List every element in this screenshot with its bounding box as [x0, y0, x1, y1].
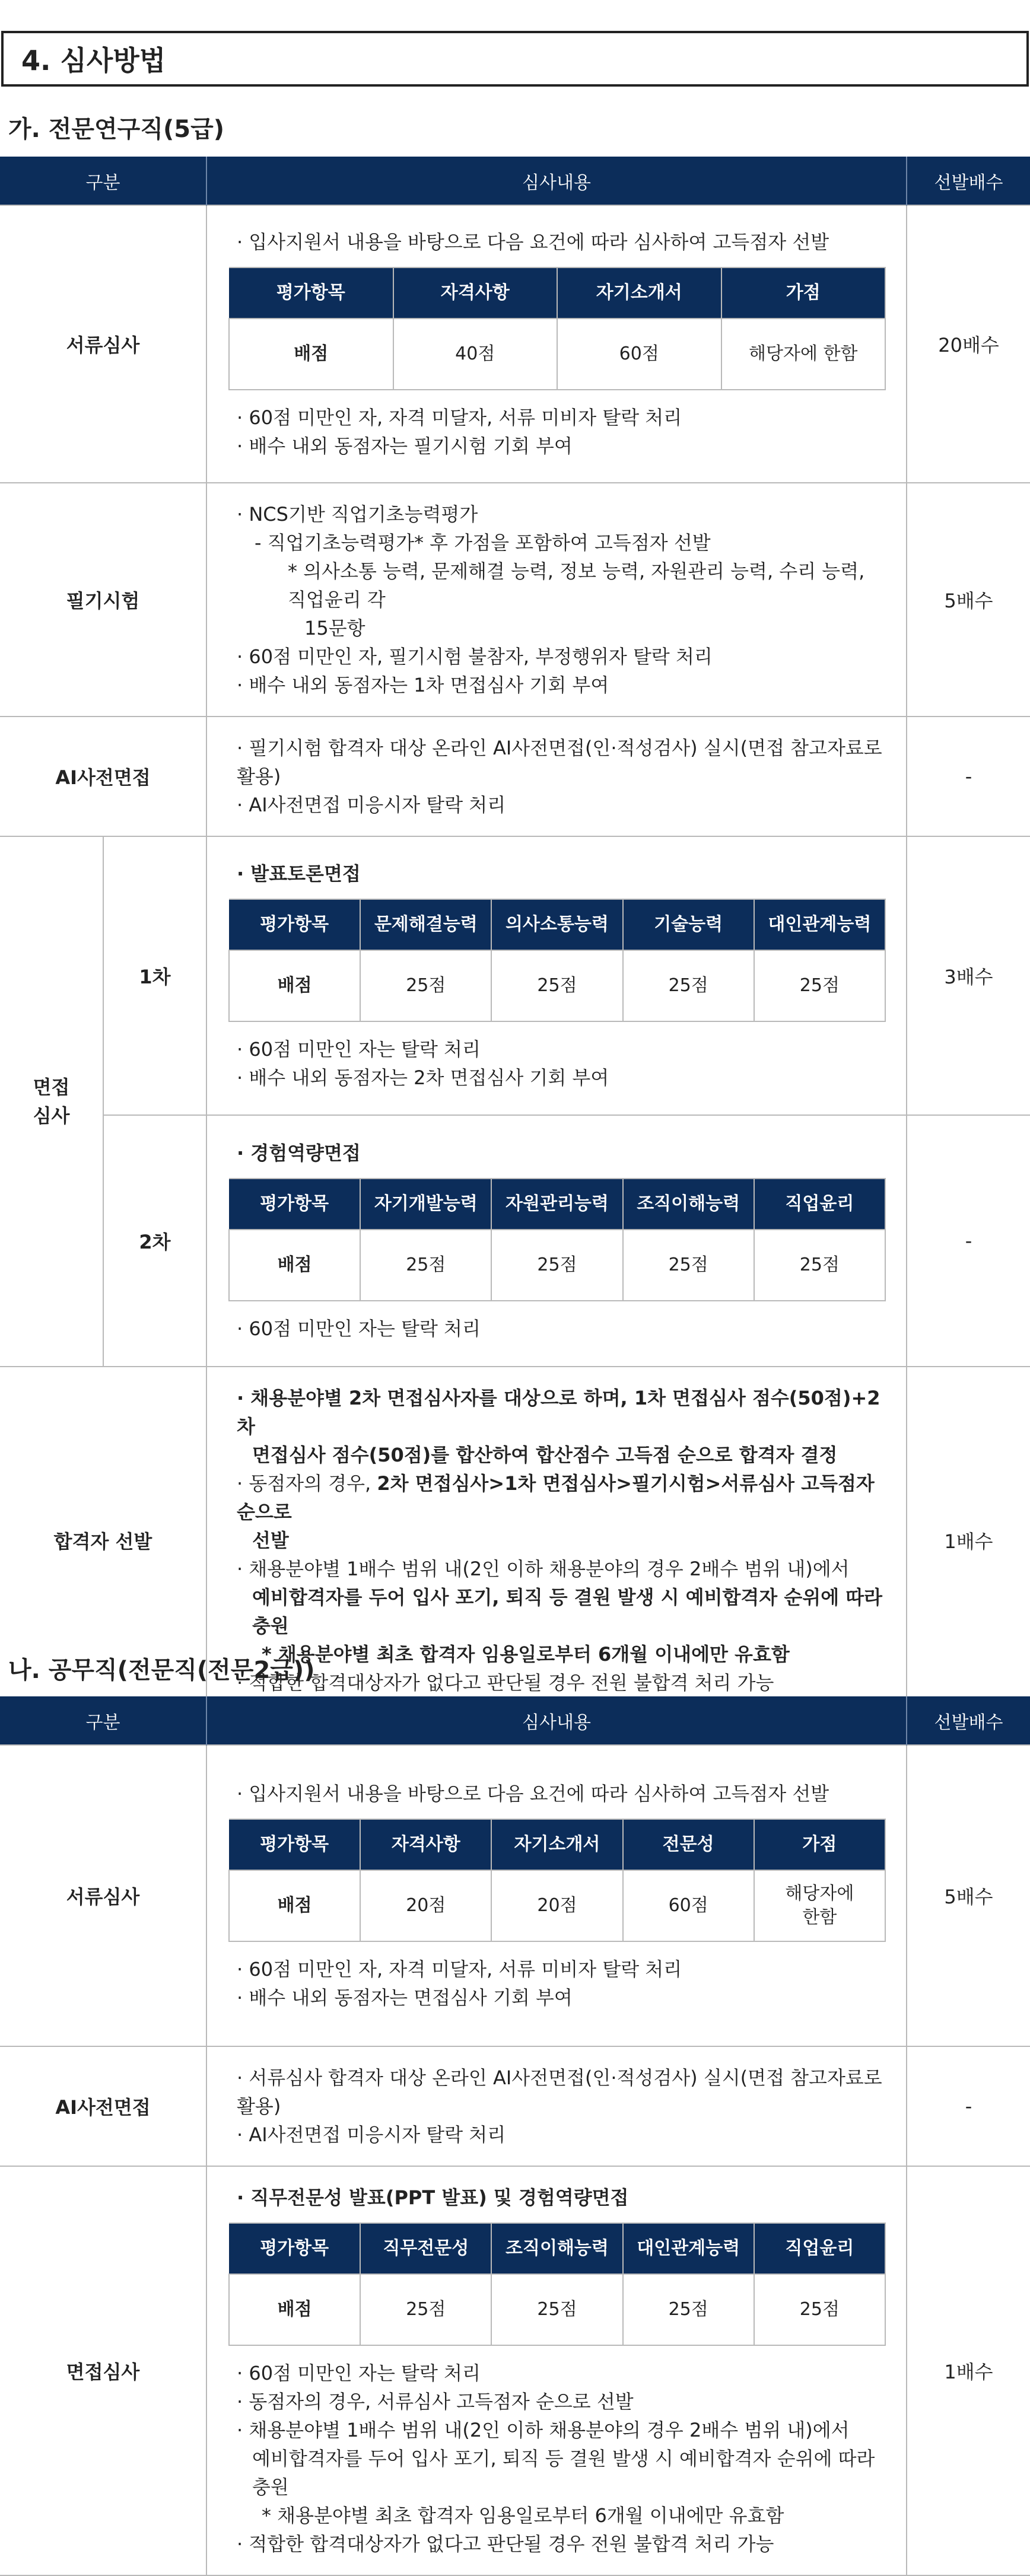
score-cell: 25점 — [754, 950, 885, 1021]
header-ratio: 선발배수 — [907, 1696, 1030, 1745]
content-line: 예비합격자를 두어 입사 포기, 퇴직 등 결원 발생 시 예비합격자 순위에 따라 충원 — [252, 1586, 883, 1637]
score-header: 전문성 — [623, 1819, 754, 1870]
content-line: · 배수 내외 동점자는 1차 면접심사 기회 부여 — [237, 674, 609, 696]
row-ratio: 20배수 — [907, 205, 1030, 483]
row-interview-first — [0, 836, 1030, 1115]
score-cell: 배점 — [229, 1230, 360, 1301]
intro-text: · 입사지원서 내용을 바탕으로 다음 요건에 따라 심사하여 고득점자 선발 — [237, 1782, 829, 1805]
row-interview-second — [0, 1115, 1030, 1367]
score-cell: 25점 — [623, 2274, 754, 2345]
subsection-heading-b: 나. 공무직(전문직(전문2급)) — [8, 1657, 315, 1684]
content-line: 면접심사 점수(50점)를 합산하여 합산점수 고득점 순으로 합격자 결정 — [252, 1444, 838, 1466]
score-header: 자격사항 — [393, 268, 558, 319]
content-line: · NCS기반 직업기초능력평가 — [237, 503, 478, 526]
row-document — [0, 1745, 1030, 2046]
header-category: 구분 — [0, 157, 206, 205]
row-label: 서류심사 — [0, 1745, 206, 2046]
score-header: 평가항목 — [229, 1819, 360, 1870]
row-written — [0, 483, 1030, 717]
score-header: 대인관계능력 — [623, 2223, 754, 2274]
note-text: · 배수 내외 동점자는 면접심사 기회 부여 — [237, 1986, 573, 2009]
content-line: · AI사전면접 미응시자 탈락 처리 — [237, 2123, 506, 2146]
intro-text: · 입사지원서 내용을 바탕으로 다음 요건에 따라 심사하여 고득점자 선발 — [237, 231, 829, 253]
header-ratio: 선발배수 — [907, 157, 1030, 205]
header-category: 구분 — [0, 1696, 206, 1745]
score-cell: 25점 — [623, 1230, 754, 1301]
row-ratio: 3배수 — [907, 836, 1030, 1115]
score-header: 대인관계능력 — [754, 899, 885, 950]
table-header-row — [0, 157, 1030, 205]
content-line: · 적합한 합격대상자가 없다고 판단될 경우 전원 불합격 처리 가능 — [237, 1671, 774, 1694]
score-header: 평가항목 — [229, 2223, 360, 2274]
score-cell: 25점 — [491, 1230, 622, 1301]
note-text: · 배수 내외 동점자는 필기시험 기회 부여 — [237, 435, 573, 457]
score-table — [228, 1819, 886, 1942]
row-ratio: - — [907, 1115, 1030, 1367]
content-line: · 채용분야별 1배수 범위 내(2인 이하 채용분야의 경우 2배수 범위 내)에서 — [237, 1558, 850, 1580]
row-content — [206, 2046, 907, 2166]
note-text: · 채용분야별 1배수 범위 내(2인 이하 채용분야의 경우 2배수 범위 내)에서 — [237, 2419, 850, 2441]
content-line: · 채용분야별 2차 면접심사자를 대상으로 하며, 1차 면접심사 점수(50점)+2차 — [237, 1387, 880, 1438]
row-ratio: 5배수 — [907, 483, 1030, 717]
score-header: 자격사항 — [360, 1819, 491, 1870]
score-header: 평가항목 — [229, 268, 393, 319]
score-cell: 배점 — [229, 2274, 360, 2345]
content-title: · 발표토론면접 — [237, 862, 361, 885]
content-line: · 필기시험 합격자 대상 온라인 AI사전면접(인·적성검사) 실시(면접 참고자료로 활용) — [237, 737, 882, 788]
score-header: 자기소개서 — [491, 1819, 622, 1870]
row-label: 면접심사 — [0, 2166, 206, 2575]
score-header: 직업윤리 — [754, 2223, 885, 2274]
score-cell: 25점 — [360, 1230, 491, 1301]
row-label: 합격자 선발 — [0, 1367, 206, 1714]
note-text: · 60점 미만인 자, 자격 미달자, 서류 미비자 탈락 처리 — [237, 406, 682, 429]
score-table — [228, 2222, 886, 2346]
row-ratio: - — [907, 2046, 1030, 2166]
note-text: · 배수 내외 동점자는 2차 면접심사 기회 부여 — [237, 1066, 609, 1089]
row-ratio: 1배수 — [907, 1367, 1030, 1714]
score-table — [228, 1178, 886, 1301]
row-sublabel: 2차 — [103, 1115, 206, 1367]
row-content — [206, 1115, 907, 1367]
score-cell: 배점 — [229, 319, 393, 390]
note-text: · 동점자의 경우, 서류심사 고득점자 순으로 선발 — [237, 2390, 634, 2413]
score-cell: 25점 — [754, 1230, 885, 1301]
score-cell: 25점 — [360, 2274, 491, 2345]
content-line: · 동점자의 경우, 2차 면접심사>1차 면접심사>필기시험>서류심사 고득점자 순으로 — [237, 1472, 875, 1523]
score-table — [228, 267, 886, 390]
note-text: · 적합한 합격대상자가 없다고 판단될 경우 전원 불합격 처리 가능 — [237, 2533, 774, 2555]
score-header: 자기소개서 — [557, 268, 721, 319]
content-line: · AI사전면접 미응시자 탈락 처리 — [237, 794, 506, 816]
row-ratio: 5배수 — [907, 1745, 1030, 2046]
score-cell: 25점 — [360, 950, 491, 1021]
score-cell: 해당자에 한함 — [721, 319, 886, 390]
score-header: 조직이해능력 — [491, 2223, 622, 2274]
score-cell: 40점 — [393, 319, 558, 390]
score-table — [228, 899, 886, 1022]
score-header: 가점 — [721, 268, 886, 319]
section-heading: 4. 심사방법 — [1, 31, 1029, 87]
row-content — [206, 483, 907, 717]
score-cell: 해당자에 한함 — [754, 1870, 885, 1941]
content-line: * 의사소통 능력, 문제해결 능력, 정보 능력, 자원관리 능력, 수리 능력, 직업윤리 각 — [288, 560, 865, 611]
score-cell: 배점 — [229, 950, 360, 1021]
row-sublabel: 1차 — [103, 836, 206, 1115]
score-header: 평가항목 — [229, 899, 360, 950]
row-content — [206, 2166, 907, 2575]
score-header: 문제해결능력 — [360, 899, 491, 950]
score-cell: 60점 — [623, 1870, 754, 1941]
row-label: AI사전면접 — [0, 2046, 206, 2166]
row-content — [206, 717, 907, 836]
row-ai-interview — [0, 717, 1030, 836]
score-header: 의사소통능력 — [491, 899, 622, 950]
note-text: 예비합격자를 두어 입사 포기, 퇴직 등 결원 발생 시 예비합격자 순위에 따라 충원 — [252, 2447, 875, 2498]
note-text: · 60점 미만인 자는 탈락 처리 — [237, 2362, 481, 2384]
content-line: · 60점 미만인 자, 필기시험 불참자, 부정행위자 탈락 처리 — [237, 645, 713, 668]
row-content — [206, 205, 907, 483]
row-label: 서류심사 — [0, 205, 206, 483]
note-text: * 채용분야별 최초 합격자 임용일로부터 6개월 이내에만 유효함 — [262, 2504, 784, 2527]
row-interview — [0, 2166, 1030, 2575]
score-cell: 25점 — [491, 2274, 622, 2345]
score-header: 조직이해능력 — [623, 1179, 754, 1230]
row-label: AI사전면접 — [0, 717, 206, 836]
note-text: · 60점 미만인 자는 탈락 처리 — [237, 1317, 481, 1340]
score-cell: 25점 — [491, 950, 622, 1021]
row-ai-interview — [0, 2046, 1030, 2166]
content-line: 15문항 — [304, 617, 365, 639]
score-cell: 60점 — [557, 319, 721, 390]
header-content: 심사내용 — [206, 1696, 907, 1745]
row-label-interview: 면접 심사 — [0, 836, 103, 1367]
score-header: 자기개발능력 — [360, 1179, 491, 1230]
note-text: · 60점 미만인 자는 탈락 처리 — [237, 1038, 481, 1061]
content-title: · 경험역량면접 — [237, 1142, 361, 1164]
table-research — [0, 157, 1030, 1715]
table-professional — [0, 1696, 1030, 2576]
score-cell: 25점 — [623, 950, 754, 1021]
score-header: 직무전문성 — [360, 2223, 491, 2274]
score-header: 가점 — [754, 1819, 885, 1870]
score-header: 자원관리능력 — [491, 1179, 622, 1230]
header-content: 심사내용 — [206, 157, 907, 205]
table-header-row — [0, 1696, 1030, 1745]
content-line: * 채용분야별 최초 합격자 임용일로부터 6개월 이내에만 유효함 — [262, 1643, 790, 1666]
score-cell: 20점 — [360, 1870, 491, 1941]
content-title: · 직무전문성 발표(PPT 발표) 및 경험역량면접 — [237, 2186, 629, 2209]
score-cell: 25점 — [754, 2274, 885, 2345]
content-line: 선발 — [252, 1529, 289, 1552]
score-cell: 20점 — [491, 1870, 622, 1941]
subsection-heading-a: 가. 전문연구직(5급) — [8, 116, 224, 143]
content-line: - 직업기초능력평가* 후 가점을 포함하여 고득점자 선발 — [255, 531, 711, 554]
content-line: · 서류심사 합격자 대상 온라인 AI사전면접(인·적성검사) 실시(면접 참고자료로 활용) — [237, 2066, 882, 2118]
row-content — [206, 1745, 907, 2046]
row-label: 필기시험 — [0, 483, 206, 717]
row-content — [206, 836, 907, 1115]
score-header: 평가항목 — [229, 1179, 360, 1230]
row-ratio: 1배수 — [907, 2166, 1030, 2575]
score-header: 기술능력 — [623, 899, 754, 950]
row-ratio: - — [907, 717, 1030, 836]
score-cell: 배점 — [229, 1870, 360, 1941]
score-header: 직업윤리 — [754, 1179, 885, 1230]
row-document — [0, 205, 1030, 483]
note-text: · 60점 미만인 자, 자격 미달자, 서류 미비자 탈락 처리 — [237, 1958, 682, 1980]
